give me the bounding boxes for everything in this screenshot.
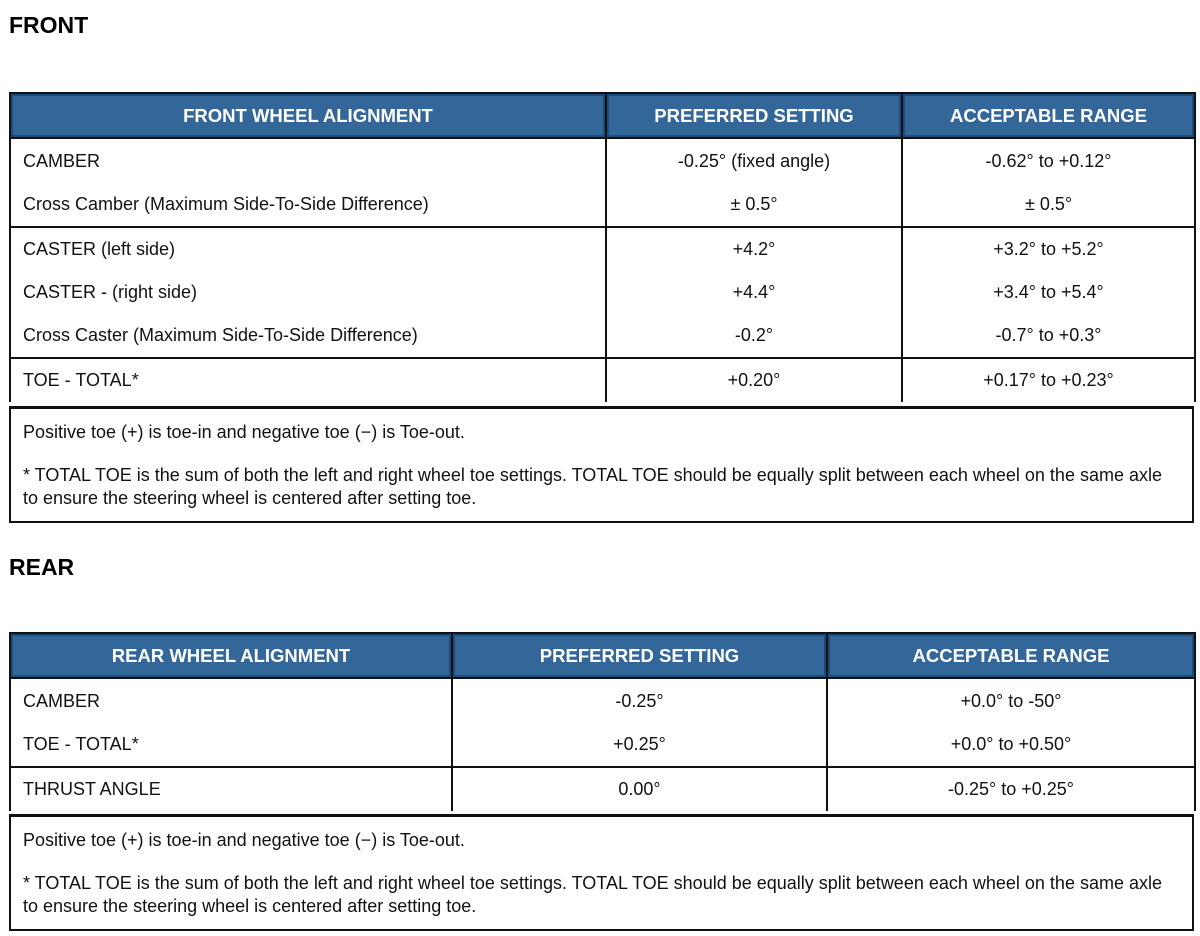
table-row	[10, 271, 1195, 314]
column-header-acceptable-range: ACCEPTABLE RANGE	[827, 633, 1195, 678]
range-value: -0.25° to +0.25°	[827, 767, 1195, 811]
table-row	[10, 183, 1195, 227]
preferred-value: -0.25°	[452, 678, 827, 723]
preferred-value: 0.00°	[452, 767, 827, 811]
table-row	[10, 314, 1195, 358]
table-header-row	[10, 93, 1195, 138]
preferred-value: +0.25°	[452, 723, 827, 767]
row-label: Cross Caster (Maximum Side-To-Side Difference)	[10, 314, 606, 358]
table-row	[10, 723, 1195, 767]
rear-notes-box	[9, 814, 1194, 931]
preferred-value: -0.25° (fixed angle)	[606, 138, 902, 183]
range-value: -0.7° to +0.3°	[902, 314, 1195, 358]
table-row	[10, 227, 1195, 271]
row-label: CASTER - (right side)	[10, 271, 606, 314]
preferred-value: ± 0.5°	[606, 183, 902, 227]
front-notes-box	[9, 406, 1194, 523]
table-row	[10, 678, 1195, 723]
range-value: +3.4° to +5.4°	[902, 271, 1195, 314]
column-header-preferred-setting: PREFERRED SETTING	[452, 633, 827, 678]
rear-section-title: REAR	[9, 554, 75, 580]
column-header-preferred-setting: PREFERRED SETTING	[606, 93, 902, 138]
row-label: TOE - TOTAL*	[10, 358, 606, 402]
column-header-acceptable-range: ACCEPTABLE RANGE	[902, 93, 1195, 138]
row-label: Cross Camber (Maximum Side-To-Side Difference)	[10, 183, 606, 227]
row-label: CASTER (left side)	[10, 227, 606, 271]
table-row	[10, 358, 1195, 402]
rear-alignment-table	[9, 632, 1196, 811]
preferred-value: +4.2°	[606, 227, 902, 271]
range-value: +0.17° to +0.23°	[902, 358, 1195, 402]
range-value: -0.62° to +0.12°	[902, 138, 1195, 183]
total-toe-note: * TOTAL TOE is the sum of both the left and right wheel toe settings. TOTAL TOE should be equally split between each wheel on the same axle to ensure the steering wheel is centered after setting toe.	[23, 873, 1162, 916]
toe-direction-note: Positive toe (+) is toe-in and negative toe (−) is Toe-out.	[23, 422, 465, 442]
front-section-title: FRONT	[9, 12, 89, 38]
table-row	[10, 767, 1195, 811]
toe-direction-note: Positive toe (+) is toe-in and negative toe (−) is Toe-out.	[23, 830, 465, 850]
column-header-alignment: REAR WHEEL ALIGNMENT	[10, 633, 452, 678]
range-value: ± 0.5°	[902, 183, 1195, 227]
preferred-value: -0.2°	[606, 314, 902, 358]
preferred-value: +0.20°	[606, 358, 902, 402]
row-label: CAMBER	[10, 678, 452, 723]
total-toe-note: * TOTAL TOE is the sum of both the left and right wheel toe settings. TOTAL TOE should be equally split between each wheel on the same axle to ensure the steering wheel is centered after setting toe.	[23, 465, 1162, 508]
preferred-value: +4.4°	[606, 271, 902, 314]
range-value: +0.0° to -50°	[827, 678, 1195, 723]
range-value: +3.2° to +5.2°	[902, 227, 1195, 271]
table-header-row	[10, 633, 1195, 678]
row-label: CAMBER	[10, 138, 606, 183]
column-header-alignment: FRONT WHEEL ALIGNMENT	[10, 93, 606, 138]
range-value: +0.0° to +0.50°	[827, 723, 1195, 767]
row-label: THRUST ANGLE	[10, 767, 452, 811]
row-label: TOE - TOTAL*	[10, 723, 452, 767]
table-row	[10, 138, 1195, 183]
front-alignment-table	[9, 92, 1196, 402]
